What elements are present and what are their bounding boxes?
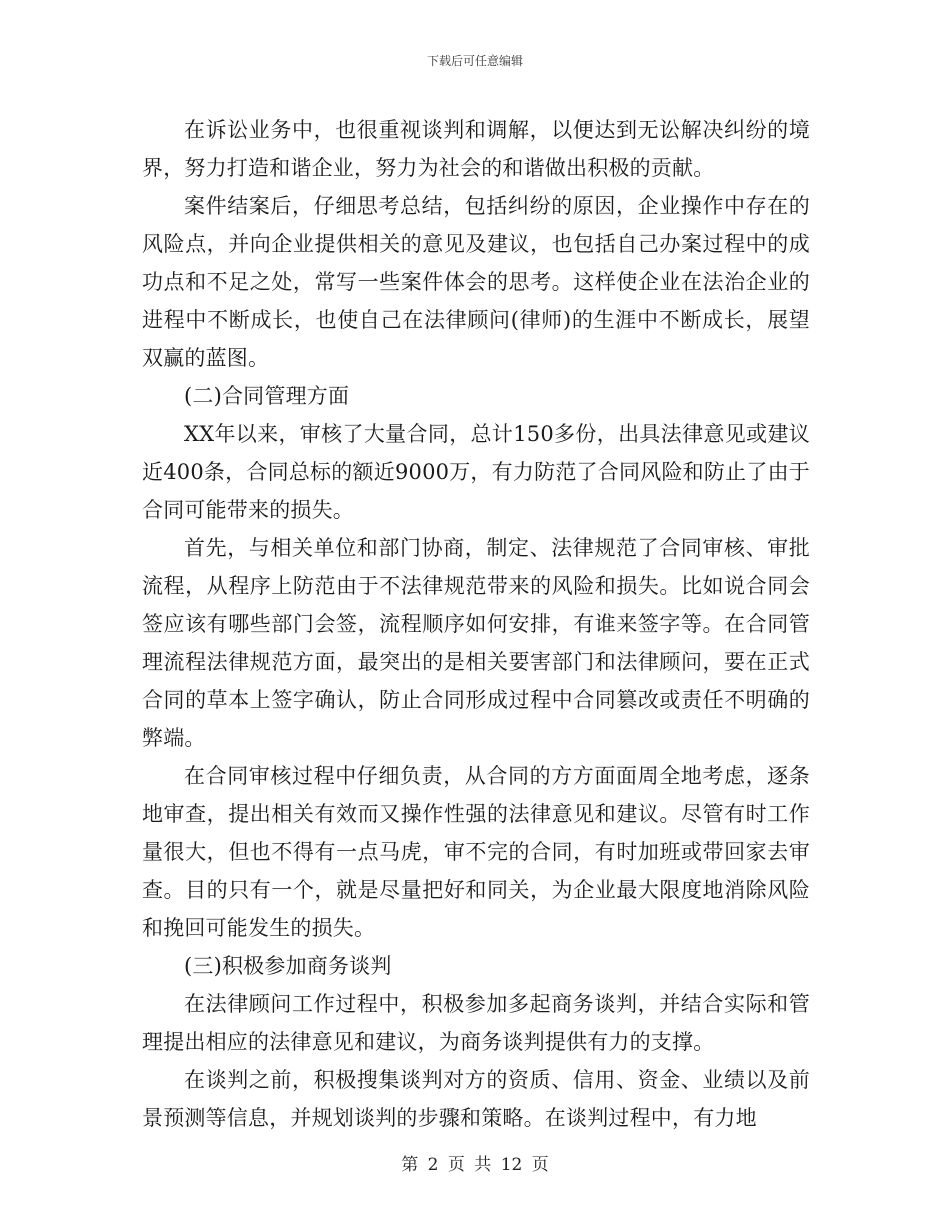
section-heading: (二)合同管理方面 — [184, 384, 350, 408]
paragraph: 在法律顾问工作过程中，积极参加多起商务谈判，并结合实际和管理提出相应的法律意见和建议，为商务谈判提供有力的支撑。 — [142, 992, 810, 1054]
section-heading: (三)积极参加商务谈判 — [184, 954, 392, 978]
paragraph: 案件结案后，仔细思考总结，包括纠纷的原因，企业操作中存在的风险点，并向企业提供相关的意见及建议，也包括自己办案过程中的成功点和不足之处，常写一些案件体会的思考。这样使企业在法治企业的进程中不断成长，也使自己在法律顾问(律师)的生涯中不断成长，展望双赢的蓝图。 — [142, 194, 810, 370]
page-header: 下载后可任意编辑 — [426, 54, 523, 68]
paragraph: 在诉讼业务中，也很重视谈判和调解，以便达到无讼解决纠纷的境界，努力打造和谐企业，努力为社会的和谐做出积极的贡献。 — [142, 118, 810, 180]
paragraph: XX年以来，审核了大量合同，总计150多份，出具法律意见或建议近400条，合同总标的额近9000万，有力防范了合同风险和防止了由于合同可能带来的损失。 — [142, 422, 810, 522]
paragraph: 在谈判之前，积极搜集谈判对方的资质、信用、资金、业绩以及前景预测等信息，并规划谈判的步骤和策略。在谈判过程中，有力地 — [142, 1068, 810, 1130]
paragraph: 在合同审核过程中仔细负责，从合同的方方面面周全地考虑，逐条地审查，提出相关有效而又操作性强的法律意见和建议。尽管有时工作量很大，但也不得有一点马虎，审不完的合同，有时加班或带回家去审查。目的只有一个，就是尽量把好和同关，为企业最大限度地消除风险和挽回可能发生的损失。 — [142, 764, 810, 940]
paragraph: 首先，与相关单位和部门协商，制定、法律规范了合同审核、审批流程，从程序上防范由于不法律规范带来的风险和损失。比如说合同会签应该有哪些部门会签，流程顺序如何安排，有谁来签字等。在合同管理流程法律规范方面，最突出的是相关要害部门和法律顾问，要在正式合同的草本上签字确认，防止合同形成过程中合同篡改或责任不明确的弊端。 — [142, 536, 810, 750]
page-footer: 第 2 页 共 12 页 — [401, 1155, 549, 1175]
document-body — [142, 111, 810, 1137]
